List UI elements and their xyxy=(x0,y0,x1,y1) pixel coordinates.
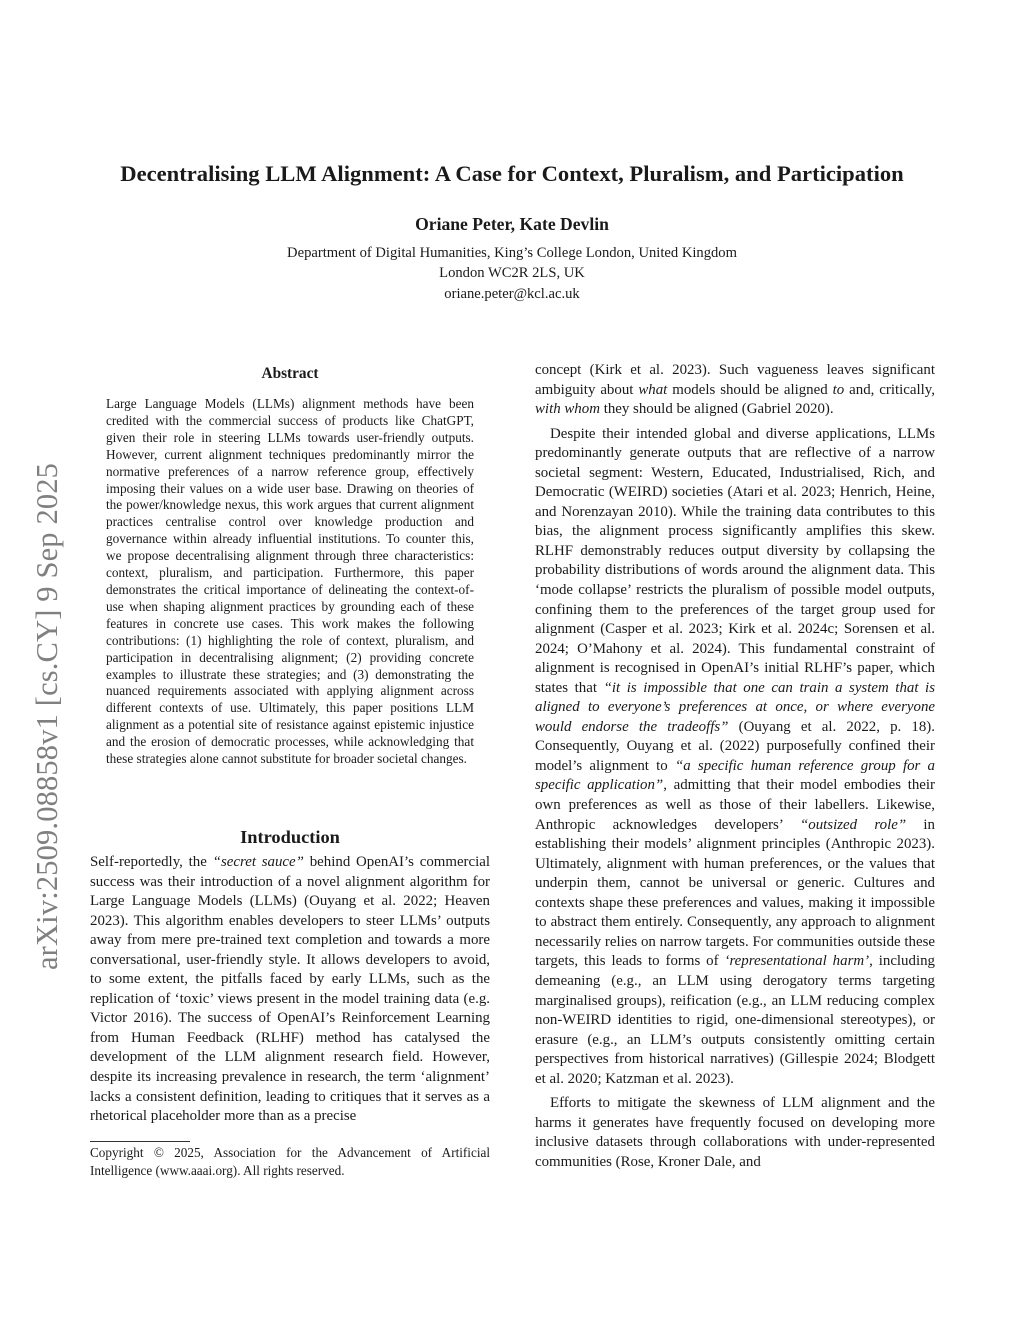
emphasis: with whom xyxy=(535,401,600,418)
text-run: , including demeaning (e.g., an LLM using derogatory terms targeting marginalised groups), reification (e.g., an LLM reducing complex non-WEIRD identities to rigid, one-dimensional stereotypes), or erasure (e.g., an LLM’s outputs consistently omitting certain perspectives from historical narratives) (Gillespie 2024; Blodgett et al. 2020; Katzman et al. 2023). xyxy=(535,953,935,1087)
text-run: they should be aligned (Gabriel 2020). xyxy=(603,401,834,418)
email: oriane.peter@kcl.ac.uk xyxy=(444,285,580,302)
text-run: and, critically, xyxy=(849,381,935,398)
text-run: models should be aligned xyxy=(672,381,828,398)
department: Department of Digital Humanities, King’s College London, United Kingdom xyxy=(287,245,737,261)
text-run: , admitting that their model embodies their own preferences as well as those of their labellers. Likewise, Anthropic acknowledges developers’ xyxy=(535,777,935,833)
right-paragraph-2 xyxy=(535,425,935,1090)
intro-quote: “secret sauce” xyxy=(212,854,304,870)
intro-text: Self-reportedly, the xyxy=(90,854,207,870)
emphasis: what xyxy=(638,381,668,398)
text-run: in establishing their models’ alignment principles (Anthropic 2023). Ultimately, alignment with human preferences, or the values that underpin them, cannot be universal or generic. Cultures and contexts shape these preferences and values, making it impossible to abstract them entirely. Consequently, any approach to alignment necessarily relies on narrow targets. For communities outside these targets, this leads to forms of xyxy=(535,816,936,970)
quote: “outsized role” xyxy=(800,816,907,833)
affiliation xyxy=(60,243,964,304)
quote: “a specific human reference group for a specific application” xyxy=(535,757,935,794)
address: London WC2R 2LS, UK xyxy=(439,265,585,282)
right-paragraph-1 xyxy=(535,361,935,420)
authors: Oriane Peter, Kate Devlin xyxy=(415,214,609,234)
quote: ‘representational harm’ xyxy=(724,953,870,970)
text-run: Despite their intended global and diverse applications, LLMs predominantly generate outputs that are reflective of a narrow societal segment: Western, Educated, Industrialised, Rich, and Democratic (WEIRD) societies (Atari et al. 2023; Henrich, Heine, and Norenzayan 2010). While the training data contributes to this bias, the alignment process significantly amplifies this skew. RLHF demonstrably reduces output diversity by collapsing the probability distributions of words around the alignment data. This ‘mode collapse’ restricts the pluralism of possible model outputs, confining them to the preferences of the target group used for alignment (Casper et al. 2023; Kirk et al. 2024c; Sorensen et al. 2024; O’Mahony et al. 2024). This fundamental constraint of alignment is recognised in OpenAI’s initial RLHF’s paper, which states that xyxy=(535,425,935,696)
paper-title: Decentralising LLM Alignment: A Case for Context, Pluralism, and Participation xyxy=(120,161,904,186)
text-run: concept (Kirk et al. 2023). Such vagueness leaves significant ambiguity about xyxy=(535,362,935,398)
abstract-text: Large Language Models (LLMs) alignment methods have been credited with the commercial success of products like ChatGPT, given their role in steering LLMs towards user-friendly outputs. However, current alignment techniques predominantly mirror the normative preferences of a narrow reference group, effectively imposing their values on a wide user base. Drawing on theories of the power/knowledge nexus, this work argues that current alignment practices centralise control over knowledge production and governance within already influential institutions. To counter this, we propose decentralising alignment through three characteristics: context, pluralism, and participation. Furthermore, this paper demonstrates the critical importance of delineating the context-of-use when shaping alignment practices by grounding each of these features in concrete use cases. This work makes the following contributions: (1) highlighting the role of context, pluralism, and participation in decentralising alignment; (2) providing concrete examples to illustrate these strategies; and (3) demonstrating the nuanced requirements associated with applying alignment across different contexts of use. Ultimately, this paper positions LLM alignment as a potential site of resistance against epistemic injustice and the erosion of democratic processes, while acknowledging that these strategies alone cannot substitute for broader societal changes. xyxy=(106,396,474,767)
copyright-footnote: Copyright © 2025, Association for the Advancement of Artificial Intelligence (www.aaai.org). All rights reserved. xyxy=(90,1145,490,1178)
emphasis: to xyxy=(832,381,845,398)
right-paragraph-3: Efforts to mitigate the skewness of LLM alignment and the harms it generates have frequently focused on developing more inclusive datasets through collaborations with under-represented communities (Rose, Kroner Dale, and xyxy=(535,1095,935,1170)
introduction-heading: Introduction xyxy=(240,827,340,847)
abstract-heading: Abstract xyxy=(261,365,319,382)
introduction-body xyxy=(90,853,490,1127)
quote: “it is impossible that one can train a system that is aligned to everyone’s preferences at once, or where everyone would endorse the tradeoffs” xyxy=(535,679,935,735)
right-column xyxy=(535,361,935,1172)
arxiv-stamp: arXiv:2509.08858v1 [cs.CY] 9 Sep 2025 xyxy=(30,462,64,970)
text-run: (Ouyang et al. 2022, p. 18). Consequently, Ouyang et al. (2022) purposefully confined their model’s alignment to xyxy=(535,718,935,774)
footnote-rule xyxy=(90,1141,190,1142)
intro-text-cont: behind OpenAI’s commercial success was their introduction of a novel alignment algorithm for Large Language Models (LLMs) (Ouyang et al. 2022; Heaven 2023). This algorithm enables developers to steer LLMs’ outputs away from mere pre-trained text completion and towards a more conversational, user-friendly style. It allows developers to avoid, to some extent, the pitfalls faced by early LLMs, such as the replication of ‘toxic’ views present in the model training data (e.g. Victor 2016). The success of OpenAI’s Reinforcement Learning from Human Feedback (RLHF) method has catalysed the development of the LLM alignment research field. However, despite its increasing prevalence in research, the term ‘alignment’ lacks a consistent definition, leading to critiques that it serves as a rhetorical placeholder more than as a precise xyxy=(90,854,491,1125)
intro-paragraph xyxy=(90,853,490,1127)
